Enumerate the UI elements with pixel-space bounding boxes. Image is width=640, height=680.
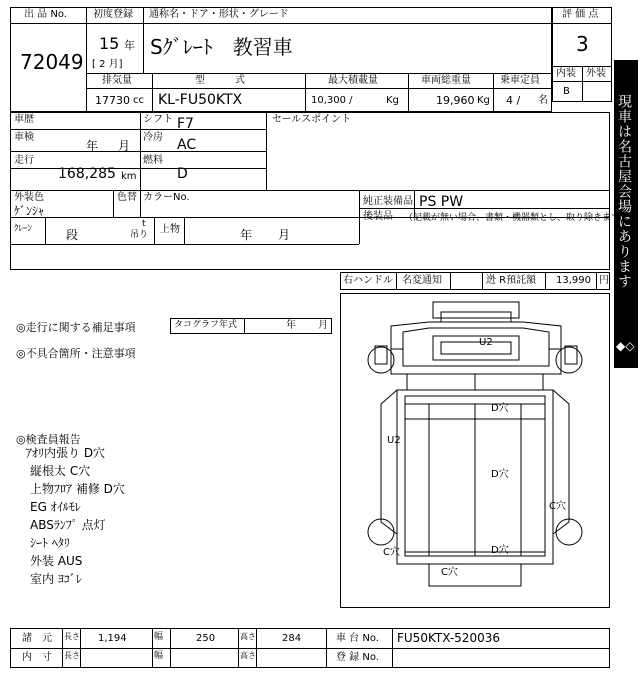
report-line: ABSﾗﾝﾌﾟ 点灯: [30, 518, 106, 532]
defects-label: ◎不具合箇所・注意事項: [16, 347, 136, 360]
report-line: EG ｵｲﾙﾓﾚ: [30, 500, 81, 514]
shift-value: F7: [177, 116, 194, 132]
inner-dims-label: 内 寸: [22, 652, 52, 663]
vehicle-diagram: [340, 293, 610, 608]
grade-value: Sｸﾞﾚｰﾄ 教習車: [150, 35, 293, 59]
dims-height-label: 高さ: [240, 632, 256, 641]
banner-text: 現車は名古屋会場にあります: [616, 94, 632, 289]
dims-width-label: 幅: [154, 632, 164, 642]
aircon-value: AC: [177, 137, 197, 153]
color-label: 外装色: [14, 192, 44, 203]
grade-label: 通称名・ドア・形状・グレード: [149, 9, 289, 20]
interior-score: B: [563, 86, 570, 97]
top-body-label: 上物: [160, 224, 180, 235]
chassis-value: FU50KTX-520036: [397, 631, 500, 645]
registration-label: 登 録 No.: [336, 652, 379, 663]
inner-height-label: 高さ: [240, 651, 256, 660]
inspection-month-unit: 月: [118, 139, 131, 153]
report-line: ｱｵﾘ内張り D穴: [26, 446, 106, 460]
first-reg-year: 15: [99, 34, 120, 53]
lot-number: 72049: [20, 50, 84, 74]
displacement-value: 17730: [95, 94, 130, 107]
color-change-label: 色替: [117, 192, 137, 203]
crane-label: ｸﾚｰﾝ: [14, 224, 33, 234]
capacity-label: 乗車定員: [500, 75, 540, 86]
banner-diamond-top: ◇: [616, 65, 626, 79]
dims-width-value: 250: [196, 633, 216, 644]
dims-length-value: 1,194: [98, 633, 127, 644]
dims-label: 諸 元: [22, 633, 52, 644]
damage-mark: D穴: [491, 545, 509, 556]
top-body-year-unit: 年: [240, 228, 253, 242]
fuel-label: 燃料: [143, 155, 163, 166]
mileage-unit: km: [121, 171, 137, 182]
inner-width-label: 幅: [154, 651, 164, 661]
aftermarket-label: 後装品: [363, 211, 393, 222]
first-reg-year-unit: 年: [124, 39, 135, 52]
yen-unit: 円: [599, 275, 609, 286]
displacement-unit: cc: [133, 95, 144, 106]
damage-mark: D穴: [491, 403, 509, 414]
color-value: ｹﾞﾝｼｬ: [14, 204, 45, 218]
inspection-year-unit: 年: [86, 139, 99, 153]
equipment-value: PS PW: [419, 194, 464, 210]
max-load-label: 最大積載量: [328, 75, 378, 86]
aircon-label: 冷房: [143, 132, 163, 143]
tachograph-month-unit: 月: [318, 320, 328, 331]
color-no-label: カラーNo.: [143, 192, 190, 203]
name-change-label: 名変通知: [402, 275, 442, 286]
interior-label: 内装: [556, 68, 576, 79]
gross-value: 19,960: [436, 94, 475, 107]
score-label: 評 価 点: [562, 9, 599, 20]
info-frame: [10, 112, 610, 270]
report-line: 上物ﾌﾛｱ 補修 D穴: [30, 482, 125, 496]
capacity-unit: 名: [538, 95, 548, 106]
lot-label: 出 品 No.: [24, 9, 67, 20]
tachograph-label: タコグラフ年式: [174, 320, 238, 330]
inner-length-label: 長さ: [64, 651, 80, 660]
tachograph-year-unit: 年: [286, 320, 296, 331]
fuel-value: D: [177, 166, 188, 182]
damage-mark: C穴: [383, 547, 400, 558]
chassis-label: 車 台 No.: [336, 633, 379, 644]
first-reg-month: [ 2 月]: [92, 59, 123, 70]
damage-mark: C穴: [441, 567, 458, 578]
banner-diamond-bottom: ◆◇: [616, 339, 635, 353]
crane-lift: 吊り: [130, 230, 149, 240]
tax-refund-label: 迯 R預託額: [486, 275, 537, 286]
inspector-label: ◎検査員報告: [16, 433, 81, 446]
damage-mark: D穴: [491, 469, 509, 480]
report-line: 外装 AUS: [30, 554, 83, 568]
report-line: 室内 ﾖｺﾞﾚ: [30, 572, 82, 586]
deposit-value: 13,990: [556, 275, 591, 286]
gross-label: 車両総重量: [421, 75, 471, 86]
top-body-month-unit: 月: [278, 228, 291, 242]
mileage-label: 走行: [14, 155, 34, 166]
score-value: 3: [576, 32, 589, 56]
aftermarket-note: （記載が無い場合、書類・機器類とし、取り除きます）: [404, 213, 630, 223]
handle-value: 右ハンドル: [343, 275, 393, 286]
first-reg-label: 初度登録: [93, 9, 133, 20]
gross-unit: Kg: [477, 95, 490, 106]
dims-length-label: 長さ: [64, 632, 80, 641]
displacement-label: 排気量: [102, 75, 132, 86]
driving-notes-label: ◎走行に関する補足事項: [16, 321, 136, 334]
exterior-label: 外装: [586, 68, 606, 79]
max-load-unit: Kg: [386, 95, 399, 106]
capacity-value: 4 /: [506, 94, 521, 107]
equipment-label: 純正装備品: [363, 196, 413, 207]
damage-mark: U2: [387, 435, 401, 446]
report-line: ｼｰﾄ ﾍﾀﾘ: [30, 536, 70, 550]
dims-height-value: 284: [282, 633, 302, 644]
crane-ton: t: [142, 219, 146, 229]
history-label: 車歴: [14, 114, 34, 125]
model-value: KL-FU50KTX: [158, 92, 243, 108]
report-line: 縦根太 C穴: [30, 464, 91, 478]
crane-stage: 段: [66, 228, 79, 242]
mileage-value: 168,285: [58, 166, 116, 182]
shift-label: シフト: [143, 114, 173, 125]
damage-mark: C穴: [549, 501, 566, 512]
model-label: 型 式: [195, 75, 245, 86]
sales-label: セールスポイント: [272, 114, 352, 125]
damage-mark: U2: [479, 337, 493, 348]
inspection-label: 車検: [14, 132, 34, 143]
max-load-value: 10,300 /: [311, 95, 353, 106]
